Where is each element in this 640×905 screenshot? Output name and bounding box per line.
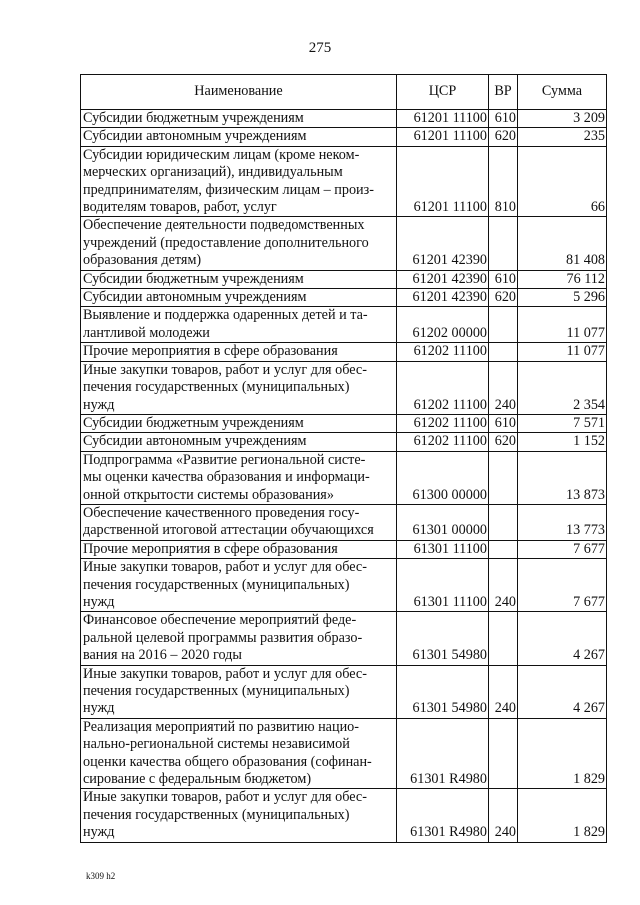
table-row [81,217,607,270]
header-csr: ЦСР [397,75,489,110]
header-name: Наименование [81,75,397,110]
row-sum-cell: 7 677 [518,559,607,612]
row-vr-cell: 620 [489,128,518,146]
row-csr-cell: 61300 00000 [397,451,489,504]
row-vr-cell [489,307,518,343]
row-csr-cell: 61202 00000 [397,307,489,343]
table-row [81,665,607,718]
row-csr-cell: 61201 11100 [397,110,489,128]
row-name-cell: Иные закупки товаров, работ и услуг для обес- печения государственных (муниципальных) нужд [81,789,397,842]
row-vr-cell [489,612,518,665]
row-vr-cell [489,451,518,504]
row-vr-cell: 240 [489,361,518,414]
row-vr-cell: 620 [489,433,518,451]
row-sum-cell: 11 077 [518,343,607,361]
row-name-cell: Субсидии автономным учреждениям [81,289,397,307]
budget-table [80,74,607,843]
table-row [81,718,607,789]
row-name-cell: Субсидии бюджетным учреждениям [81,270,397,288]
footer-code: k309 h2 [86,871,116,881]
row-name-cell: Финансовое обеспечение мероприятий феде- ральной целевой программы развития образо- вания на 2016 – 2020 годы [81,612,397,665]
table-row [81,451,607,504]
table-row [81,289,607,307]
row-sum-cell: 7 571 [518,414,607,432]
row-sum-cell: 2 354 [518,361,607,414]
table-row [81,612,607,665]
row-sum-cell: 4 267 [518,665,607,718]
table-row [81,307,607,343]
row-csr-cell: 61301 11100 [397,559,489,612]
row-name-cell: Субсидии юридическим лицам (кроме неком- мерческих организаций), индивидуальным предпринимателям, физическим лицам – произ- водителям товаров, работ, услуг [81,146,397,217]
row-sum-cell: 7 677 [518,540,607,558]
table-row [81,146,607,217]
row-sum-cell: 13 773 [518,504,607,540]
row-csr-cell: 61301 54980 [397,665,489,718]
row-vr-cell: 610 [489,110,518,128]
row-name-cell: Реализация мероприятий по развитию нацио- нально-региональной системы независимой оценки качества общего образования (софинан- сирование с федеральным бюджетом) [81,718,397,789]
row-vr-cell [489,217,518,270]
row-sum-cell: 66 [518,146,607,217]
row-name-cell: Иные закупки товаров, работ и услуг для обес- печения государственных (муниципальных) нужд [81,361,397,414]
row-name-cell: Обеспечение деятельности подведомственных учреждений (предоставление дополнительного образования детям) [81,217,397,270]
row-vr-cell: 620 [489,289,518,307]
row-vr-cell: 240 [489,789,518,842]
table-row [81,414,607,432]
row-vr-cell [489,504,518,540]
row-vr-cell: 240 [489,665,518,718]
table-row [81,433,607,451]
row-csr-cell: 61201 42390 [397,289,489,307]
row-sum-cell: 1 829 [518,718,607,789]
row-sum-cell: 76 112 [518,270,607,288]
row-sum-cell: 81 408 [518,217,607,270]
row-csr-cell: 61301 R4980 [397,718,489,789]
row-csr-cell: 61201 42390 [397,270,489,288]
table-row [81,270,607,288]
row-name-cell: Подпрограмма «Развитие региональной систе- мы оценки качества образования и информаци- онной открытости системы образования» [81,451,397,504]
row-name-cell: Выявление и поддержка одаренных детей и та- лантливой молодежи [81,307,397,343]
row-vr-cell [489,718,518,789]
row-csr-cell: 61202 11100 [397,343,489,361]
row-sum-cell: 5 296 [518,289,607,307]
row-sum-cell: 11 077 [518,307,607,343]
table-row [81,504,607,540]
row-name-cell: Прочие мероприятия в сфере образования [81,343,397,361]
row-name-cell: Иные закупки товаров, работ и услуг для обес- печения государственных (муниципальных) нужд [81,665,397,718]
table-row [81,789,607,842]
row-vr-cell [489,540,518,558]
header-sum: Сумма [518,75,607,110]
row-sum-cell: 4 267 [518,612,607,665]
row-name-cell: Субсидии автономным учреждениям [81,128,397,146]
row-csr-cell: 61201 42390 [397,217,489,270]
header-vr: ВР [489,75,518,110]
row-csr-cell: 61301 R4980 [397,789,489,842]
row-vr-cell: 810 [489,146,518,217]
row-name-cell: Иные закупки товаров, работ и услуг для обес- печения государственных (муниципальных) нужд [81,559,397,612]
row-sum-cell: 1 152 [518,433,607,451]
row-vr-cell [489,343,518,361]
table-row [81,343,607,361]
row-sum-cell: 3 209 [518,110,607,128]
row-vr-cell: 610 [489,270,518,288]
row-csr-cell: 61202 11100 [397,414,489,432]
row-vr-cell: 240 [489,559,518,612]
header-row [81,75,607,110]
table-row [81,110,607,128]
table-body [81,110,607,843]
row-csr-cell: 61301 11100 [397,540,489,558]
table-row [81,559,607,612]
row-name-cell: Субсидии бюджетным учреждениям [81,110,397,128]
row-sum-cell: 1 829 [518,789,607,842]
row-vr-cell: 610 [489,414,518,432]
row-csr-cell: 61201 11100 [397,128,489,146]
row-csr-cell: 61201 11100 [397,146,489,217]
page-number: 275 [308,40,332,56]
table-row [81,540,607,558]
table-header [81,75,607,110]
row-name-cell: Субсидии бюджетным учреждениям [81,414,397,432]
row-csr-cell: 61202 11100 [397,433,489,451]
row-csr-cell: 61301 54980 [397,612,489,665]
row-csr-cell: 61202 11100 [397,361,489,414]
row-sum-cell: 235 [518,128,607,146]
row-sum-cell: 13 873 [518,451,607,504]
row-name-cell: Субсидии автономным учреждениям [81,433,397,451]
row-name-cell: Обеспечение качественного проведения госу- дарственной итоговой аттестации обучающихся [81,504,397,540]
row-csr-cell: 61301 00000 [397,504,489,540]
table-row [81,128,607,146]
table-row [81,361,607,414]
row-name-cell: Прочие мероприятия в сфере образования [81,540,397,558]
